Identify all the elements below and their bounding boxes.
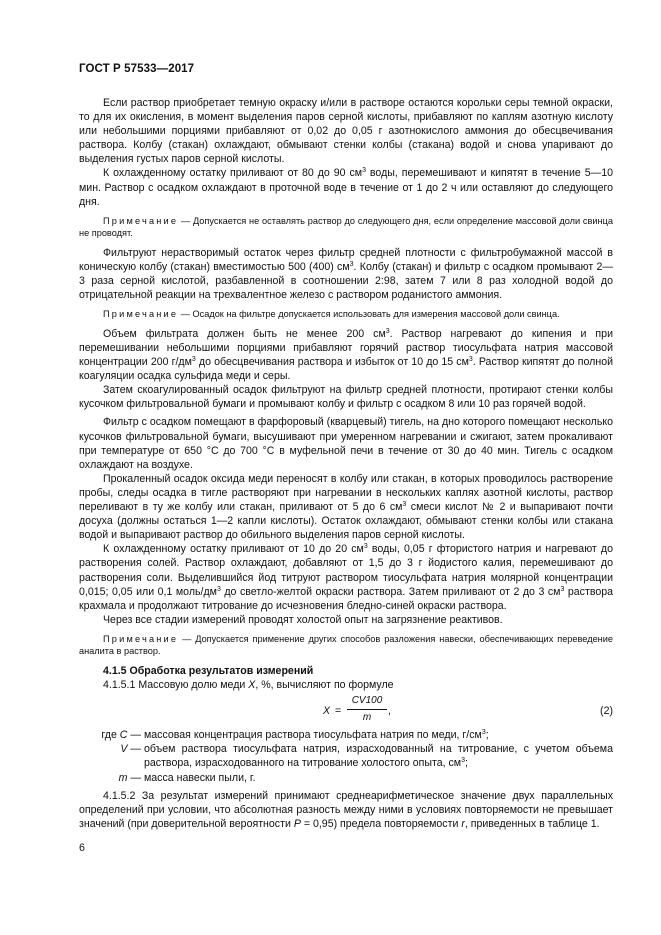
note: Примечание — Допускается не оставлять раствор до следующего дня, если определение массовой доли свинца не проводят. (79, 215, 613, 239)
formula-fraction (347, 694, 387, 725)
standard-header: ГОСТ Р 57533—2017 (79, 63, 195, 75)
formula: X = $\frac{CV100}{m}$ , (2) (79, 694, 613, 728)
note: Примечание — Осадок на фильтре допускается использовать для измерения массовой доли свинца. (103, 309, 560, 320)
paragraph: Через все стадии измерений проводят холостой опыт на загрязнение реактивов. (103, 613, 503, 626)
paragraph: Фильтр с осадком помещают в фарфоровый (кварцевый) тигель, на дно которого помещают несколько кусочков фильтровальной бумаги, высушивают при умеренном нагревании и сжигают, затем прокаливают при температуре от 650 °С до 700 °С в муфельной печи в течение от 30 до 40 мин. Тигель с осадком охлаждают на воздухе. (79, 416, 613, 471)
paragraph: Прокаленный осадок оксида меди переносят в колбу или стакан, в которых проводилось растворение пробы, следы осадка в тигле растворяют при нагревании в нескольких каплях азотной кислоты, раствор переливают в ту же колбу или стакан, приливают от 5 до 6 $см^3$ смеси кислот № 2 и выпаривают почти досуха (должны остаться 1—2 капли кислоты). Остаток охлаждают, обмывают стенки колбы или стакана водой и выпаривают раствор до обильного выделения паров серной кислоты. (79, 472, 613, 542)
paragraph: Фильтруют нерастворимый остаток через фильтр средней плотности с фильтробумажной массой в коническую колбу (стакан) вместимостью 500 (400) $см^3$. Колбу (стакан) и фильтр с осадком промывают 2—3 раза серной кислотой, разбавленной в соотношении 2:98, затем 7 или 8 раз холодной водой до отрицательной реакции на трехвалентное железо с раствором роданистого аммония. (79, 246, 613, 302)
paragraph: Затем скоагулированный осадок фильтруют на фильтр средней плотности, протирают стенки колбы кусочком фильтровальной бумаги и промывают колбу и фильтр с осадком 8 или 10 раз горячей водой. (79, 384, 613, 411)
note-label: Примечание (103, 309, 179, 320)
section-title: 4.1.5 Обработка результатов измерений (103, 665, 314, 678)
formula-legend (79, 728, 613, 784)
paragraph: К охлажденному остатку приливают от 80 до 90 $см^3$ воды, перемешивают и кипятят в течение 5—10 мин. Раствор с осадком охлаждают в проточной воде в течение от 1 до 2 ч или оставляют до следующего дня. (79, 167, 613, 208)
legend-row: m — масса навески пыли, г. (118, 771, 256, 784)
legend-row: где C — массовая концентрация раствора тиосульфата натрия по меди, $г/см^3$; (101, 729, 489, 742)
formula-number: (2) (600, 705, 613, 718)
paragraph: 4.1.5.2 За результат измерений принимают среднеарифметическое значение двух параллельных определений при условии, что абсолютная разность между ними в условиях повторяемости не превышает значений (при доверительной вероятности P = 0,95) предела повторяемости r, приведенных в таблице 1. (79, 789, 613, 830)
paragraph: 4.1.5.1 Массовую долю меди X, %, вычисляют по формуле (103, 679, 394, 692)
note-label: Примечание (103, 215, 179, 226)
paragraph: К охлажденному остатку приливают от 10 до 20 $см^3$ воды, 0,05 г фтористого натрия и нагревают до растворения солей. Раствор охлаждают, добавляют от 1,5 до 3 г йодистого калия, перемешивают до растворения соли. Выделившийся йод титруют раствором тиосульфата натрия молярной концентрации 0,015; 0,05 или 0,1 моль/$дм^3$ до светло-желтой окраски раствора. Затем приливают от 2 до 3 $см^3$ раствора крахмала и продолжают титрование до исчезновения бледно-синей окраски раствора. (79, 543, 613, 612)
formula-denominator: m (362, 712, 372, 724)
paragraph: Если раствор приобретает темную окраску и/или в растворе остаются корольки серы темной окраски, то для их окисления, в момент выделения паров серной кислоты, прибавляют по каплям азотную кислоту или небольшими порциями прибавляют от 0,02 до 0,05 г азотнокислого аммония до обесцвечивания раствора. Колбу (стакан) охлаждают, обмывают стенки колбы (стакана) водой и снова упаривают до выделения густых паров серной кислоты. (79, 97, 613, 166)
note: Примечание — Допускается применение других способов разложения навески, обеспечивающих переведение аналита в раствор. (79, 633, 613, 657)
formula-lhs: X (323, 705, 331, 718)
note-label: Примечание (103, 633, 179, 644)
document-body (79, 96, 613, 831)
page-number: 6 (79, 842, 85, 854)
formula-numerator: CV100 (347, 694, 387, 710)
paragraph: Объем фильтрата должен быть не менее 200 $см^3$. Раствор нагревают до кипения и при перемешивании небольшими порциями прибавляют горячий раствор тиосульфата натрия массовой концентрации 200 $г/дм^3$ до обесцвечивания раствора и избыток от 10 до 15 $см^3$. Раствор кипятят до полной коагуляции осадка сульфида меди и серы. (79, 327, 614, 383)
legend-row: V — объем раствора тиосульфата натрия, израсходованный на титрование, с учетом объема раствора, израсходованного на титрование холостого опыта, $см^3$; (120, 743, 613, 770)
formula-eq: = (335, 705, 342, 718)
